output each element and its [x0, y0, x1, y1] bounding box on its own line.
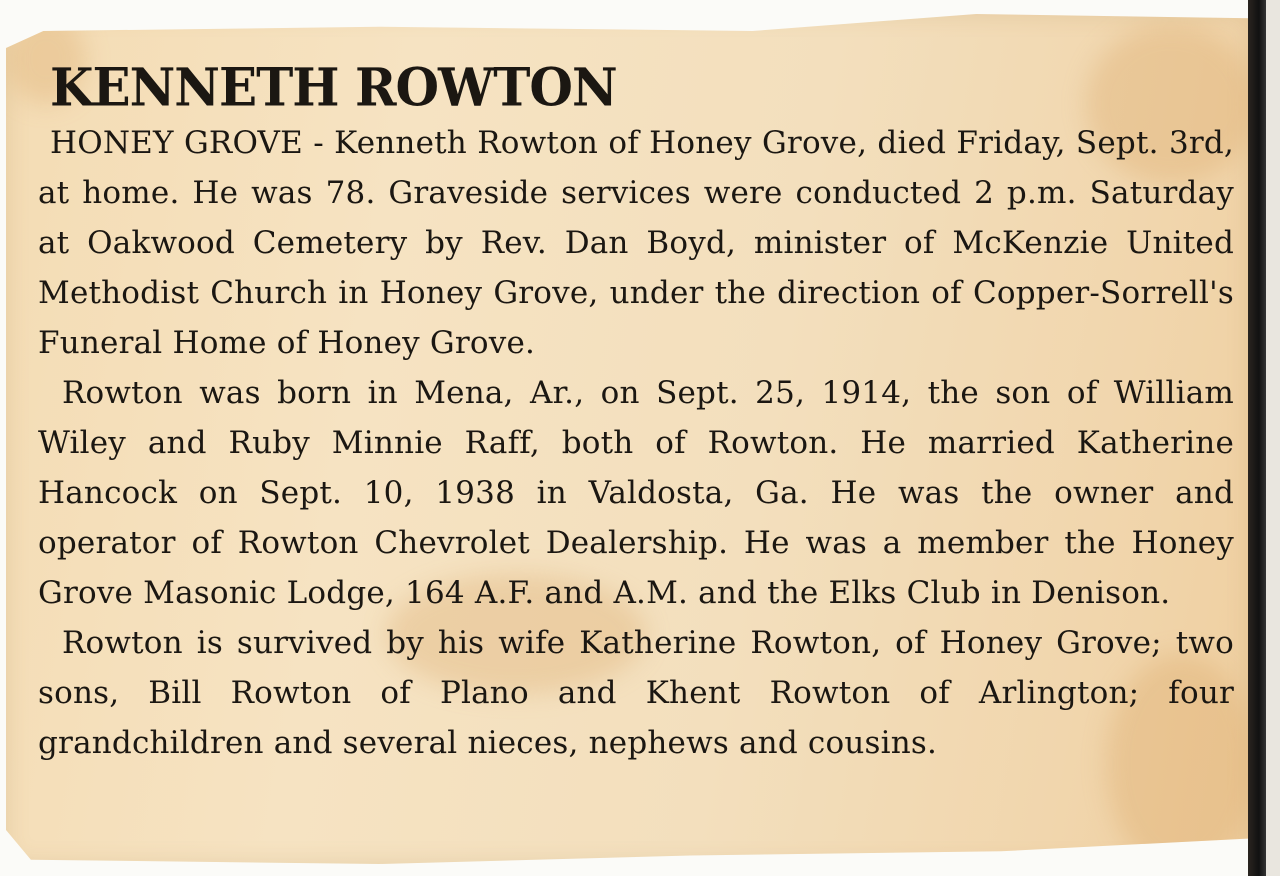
scan-edge — [1248, 0, 1266, 876]
obituary-headline: KENNETH ROWTON — [50, 56, 617, 118]
obituary-article — [38, 56, 1234, 768]
obituary-paragraph: Rowton was born in Mena, Ar., on Sept. 25, 1914, the son of William Wiley and Ruby Minnie Raff, both of Rowton. He married Katherine Hancock on Sept. 10, 1938 in Valdosta, Ga. He was the owner and operator of Rowton Chevrolet Dealership. He was a member the Honey Grove Masonic Lodge, 164 A.F. and A.M. and the Elks Club in Denison. — [38, 375, 1234, 611]
obituary-paragraph: HONEY GROVE - Kenneth Rowton of Honey Grove, died Friday, Sept. 3rd, at home. He was 78. Graveside services were conducted 2 p.m. Saturday at Oakwood Cemetery by Rev. Dan Boyd, minister of McKenzie United Methodist Church in Honey Grove, under the direction of Copper-Sorrell's Funeral Home of Honey Grove. — [38, 125, 1234, 361]
obituary-paragraph: Rowton is survived by his wife Katherine Rowton, of Honey Grove; two sons, Bill Rowton of Plano and Khent Rowton of Arlington; four grandchildren and several nieces, nephews and cousins. — [38, 625, 1234, 761]
scan-margin — [1266, 0, 1280, 876]
